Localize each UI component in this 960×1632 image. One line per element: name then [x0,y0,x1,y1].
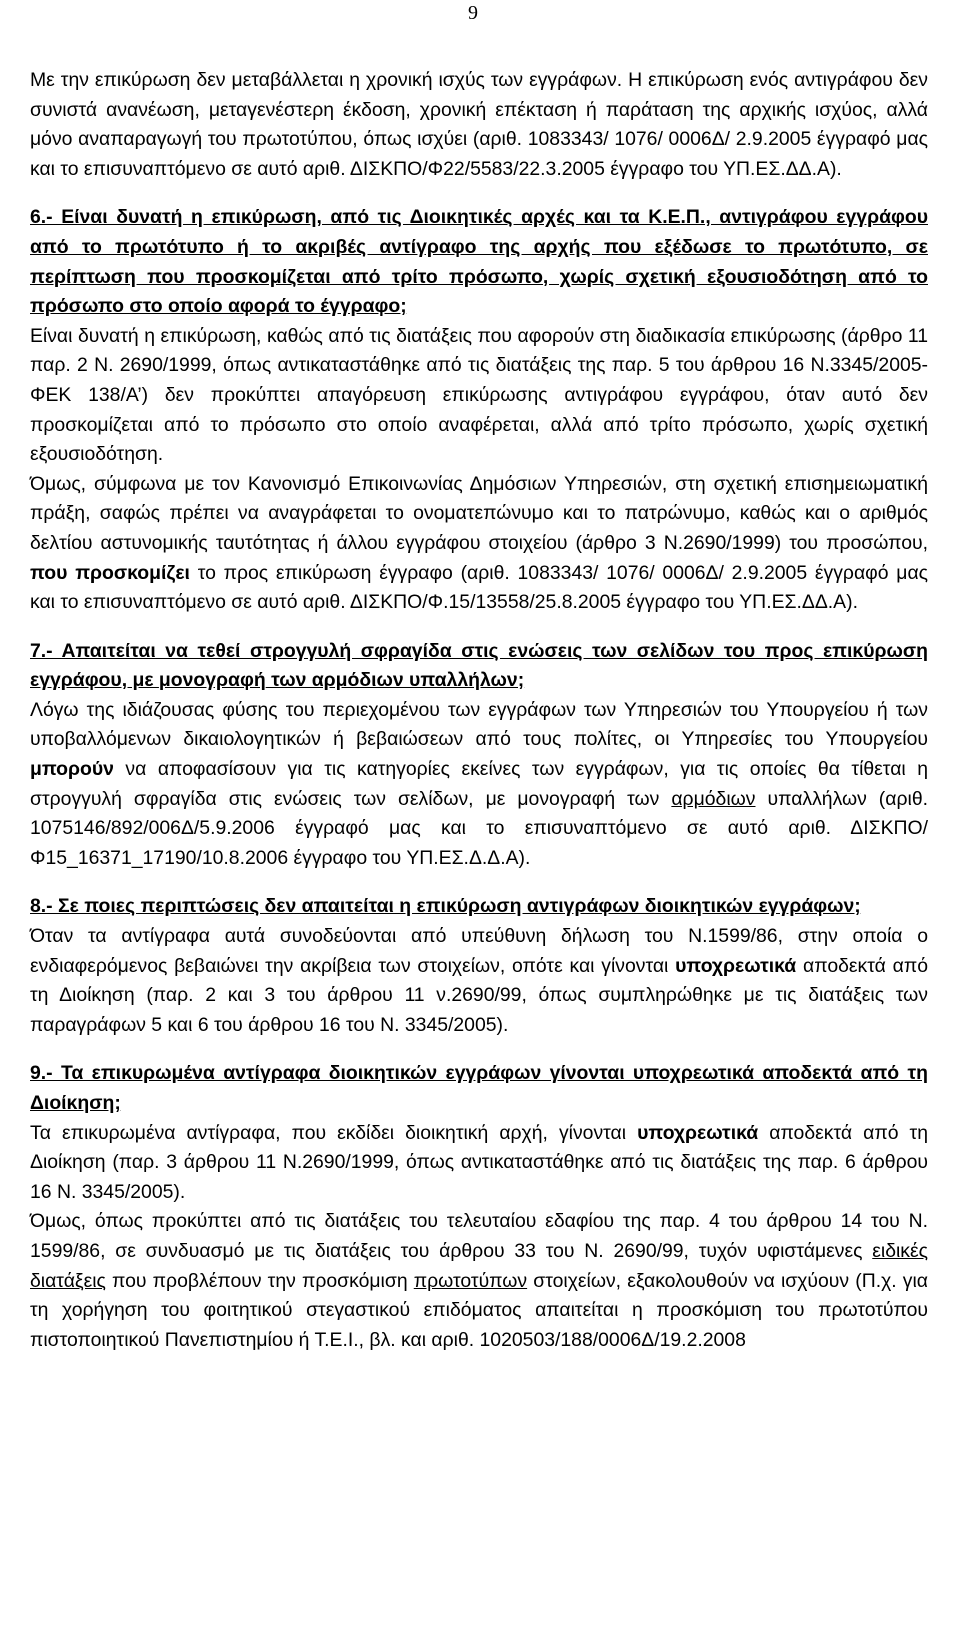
answer-7-bold-word: μπορούν [30,758,114,781]
question-7-part-a: 7.- Απαιτείται να τεθεί στρογγυλή σφραγίδα στις ενώσεις των σελίδων του προς επικύρωση εγγράφου, με [30,639,928,692]
question-9: 9.- Τα επικυρωμένα αντίγραφα διοικητικών εγγράφων γίνονται υποχρεωτικά αποδεκτά από τη Διοίκηση; [30,1062,928,1114]
answer-8-text: Όταν τα αντίγραφα αυτά συνοδεύονται από υπεύθυνη δήλωση του Ν.1599/86, στην οποία ο ενδιαφερόμενος βεβαιώνει την ακρίβεια των στοιχείων, οπότε και γίνονται [30,925,928,977]
section-7 [30,637,928,874]
answer-7-text-end: υπαλλήλων (αριθ. 1075146/892/006Δ/5.9.2006 έγγραφό μας και το επισυναπτόμενο σε αυτό αριθ. ΔΙΣΚΠΟ/Φ15_16371_17190/10.8.2006 έγγραφο του ΥΠ.ΕΣ.Δ.Δ.Α). [30,787,928,869]
answer-9-bold-word: υποχρεωτικά [637,1121,759,1144]
answer-9b-underlined-2: πρωτοτύπων [413,1269,528,1292]
section-9 [30,1059,928,1355]
question-7 [30,637,928,696]
answer-7-text: Λόγω της ιδιάζουσας φύσης του περιεχομένου των εγγράφων των Υπηρεσιών του Υπουργείου ή των υποβαλλόμενων δικαιολογητικών ή βεβαιώσεων από τους πολίτες, οι Υπηρεσίες του Υπουργείου [30,698,928,751]
answer-6-text-end: το προς επικύρωση έγγραφο (αριθ. 1083343/ 1076/ 0006Δ/ 2.9.2005 έγγραφό μας και το επισυναπτόμενο σε αυτό αριθ. ΔΙΣΚΠΟ/Φ.15/13558/25.8.2005 έγγραφο του ΥΠ.ΕΣ.ΔΔ.Α). [30,561,928,614]
answer-9-paragraph-2 [30,1207,928,1355]
page-number: 9 [468,2,478,24]
answer-9b-underlined-1: ειδικές διατάξεις [30,1239,928,1292]
question-7-part-b: μονογραφή [158,669,266,692]
answer-6-paragraph-1: Είναι δυνατή η επικύρωση, καθώς από τις διατάξεις που αφορούν στη διαδικασία επικύρωσης (άρθρο 11 παρ. 2 Ν. 2690/1999, όπως αντικαταστάθηκε από τις διατάξεις της παρ. 5 του άρθρου 16 Ν.3345/2005- ΦΕΚ 138/Α’) δεν προκύπτει απαγόρευση επικύρωσης αντιγράφου εγγράφου, όταν αυτό δεν προσκομίζεται από το πρόσωπο στο οποίο αναφέρεται, αλλά από τρίτο πρόσωπο, χωρίς σχετική εξουσιοδότηση. [30,324,928,466]
answer-9-text: Τα επικυρωμένα αντίγραφα, που εκδίδει διοικητική αρχή, γίνονται [30,1121,638,1144]
answer-9b-text-mid: που προβλέπουν την προσκόμιση [105,1269,414,1292]
answer-9b-text: Όμως, όπως προκύπτει από τις διατάξεις του τελευταίου εδαφίου της παρ. 4 του άρθρου 14 του Ν. 1599/86, σε συνδυασμό με τις διατάξεις του άρθρου 33 του Ν. 2690/99, τυχόν υφιστάμενες [30,1210,928,1262]
answer-9-text-end: αποδεκτά από τη Διοίκηση (παρ. 3 άρθρου 11 Ν.2690/1999, όπως αντικαταστάθηκε από τις διατάξεις της παρ. 6 άρθρου 16 Ν. 3345/2005). [30,1121,928,1203]
answer-7-paragraph [30,696,928,874]
question-6: 6.- Είναι δυνατή η επικύρωση, από τις Διοικητικές αρχές και τα Κ.Ε.Π., αντιγράφου εγγράφου από το πρωτότυπο ή το ακριβές αντίγραφο της αρχής που εξέδωσε το πρωτότυπο, σε περίπτωση που προσκομίζεται από τρίτο πρόσωπο, χωρίς σχετική εξουσιοδότηση από το πρόσωπο στο οποίο αφορά το έγγραφο; [30,206,928,318]
document-body [30,66,928,1355]
question-8: 8.- Σε ποιες περιπτώσεις δεν απαιτείται η επικύρωση αντιγράφων διοικητικών εγγράφων; [30,895,861,918]
answer-6-text: Όμως, σύμφωνα με τον Κανονισμό Επικοινωνίας Δημόσιων Υπηρεσιών, στη σχετική επισημειωματική πράξη, σαφώς πρέπει να αναγράφεται το ονοματεπώνυμο και το πατρώνυμο, καθώς και ο αριθμός δελτίου αστυνομικής ταυτότητας ή άλλου εγγράφου στοιχείου (άρθρο 3 Ν.2690/1999) του προσώπου, [30,472,928,554]
question-7-part-c: των αρμόδιων υπαλλήλων; [265,669,525,692]
section-6 [30,203,928,617]
answer-9b-text-end: στοιχείων, εξακολουθούν να ισχύουν (Π.χ. για τη χορήγηση του φοιτητικού στεγαστικού επιδόματος απαιτείται η προσκόμιση του πρωτοτύπου πιστοποιητικού Πανεπιστημίου ή Τ.Ε.Ι., βλ. και αριθ. 1020503/188/0006Δ/19.2.2008 [30,1269,929,1351]
answer-8-text-end: αποδεκτά από τη Διοίκηση (παρ. 2 και 3 του άρθρου 11 ν.2690/99, όπως συμπληρώθηκε με τις διατάξεις των παραγράφων 5 και 6 του άρθρου 16 του Ν. 3345/2005). [30,954,928,1036]
answer-9-paragraph-1 [30,1119,928,1208]
answer-7-underlined-word: αρμόδιων [671,787,756,810]
answer-6-bold-phrase: που προσκομίζει [30,561,190,584]
section-8 [30,892,928,1040]
answer-8-paragraph [30,922,928,1040]
intro-paragraph: Με την επικύρωση δεν μεταβάλλεται η χρονική ισχύς των εγγράφων. Η επικύρωση ενός αντιγράφου δεν συνιστά ανανέωση, μεταγενέστερη έκδοση, χρονική επέκταση ή παράταση της αρχικής ισχύος, αλλά μόνο αναπαραγωγή του πρωτοτύπου, όπως ισχύει (αριθ. 1083343/ 1076/ 0006Δ/ 2.9.2005 έγγραφό μας και το επισυναπτόμενο σε αυτό αριθ. ΔΙΣΚΠΟ/Φ22/5583/22.3.2005 έγγραφο του ΥΠ.ΕΣ.ΔΔ.Α). [30,69,928,180]
answer-6-paragraph-2 [30,470,928,618]
answer-7-text-mid: να αποφασίσουν για τις κατηγορίες εκείνες των εγγράφων, για τις οποίες θα τίθεται η στρογγυλή σφραγίδα στις ενώσεις των σελίδων, με μονογραφή των [30,758,928,810]
answer-8-bold-word: υποχρεωτικά [675,954,797,977]
intro-section [30,66,928,184]
